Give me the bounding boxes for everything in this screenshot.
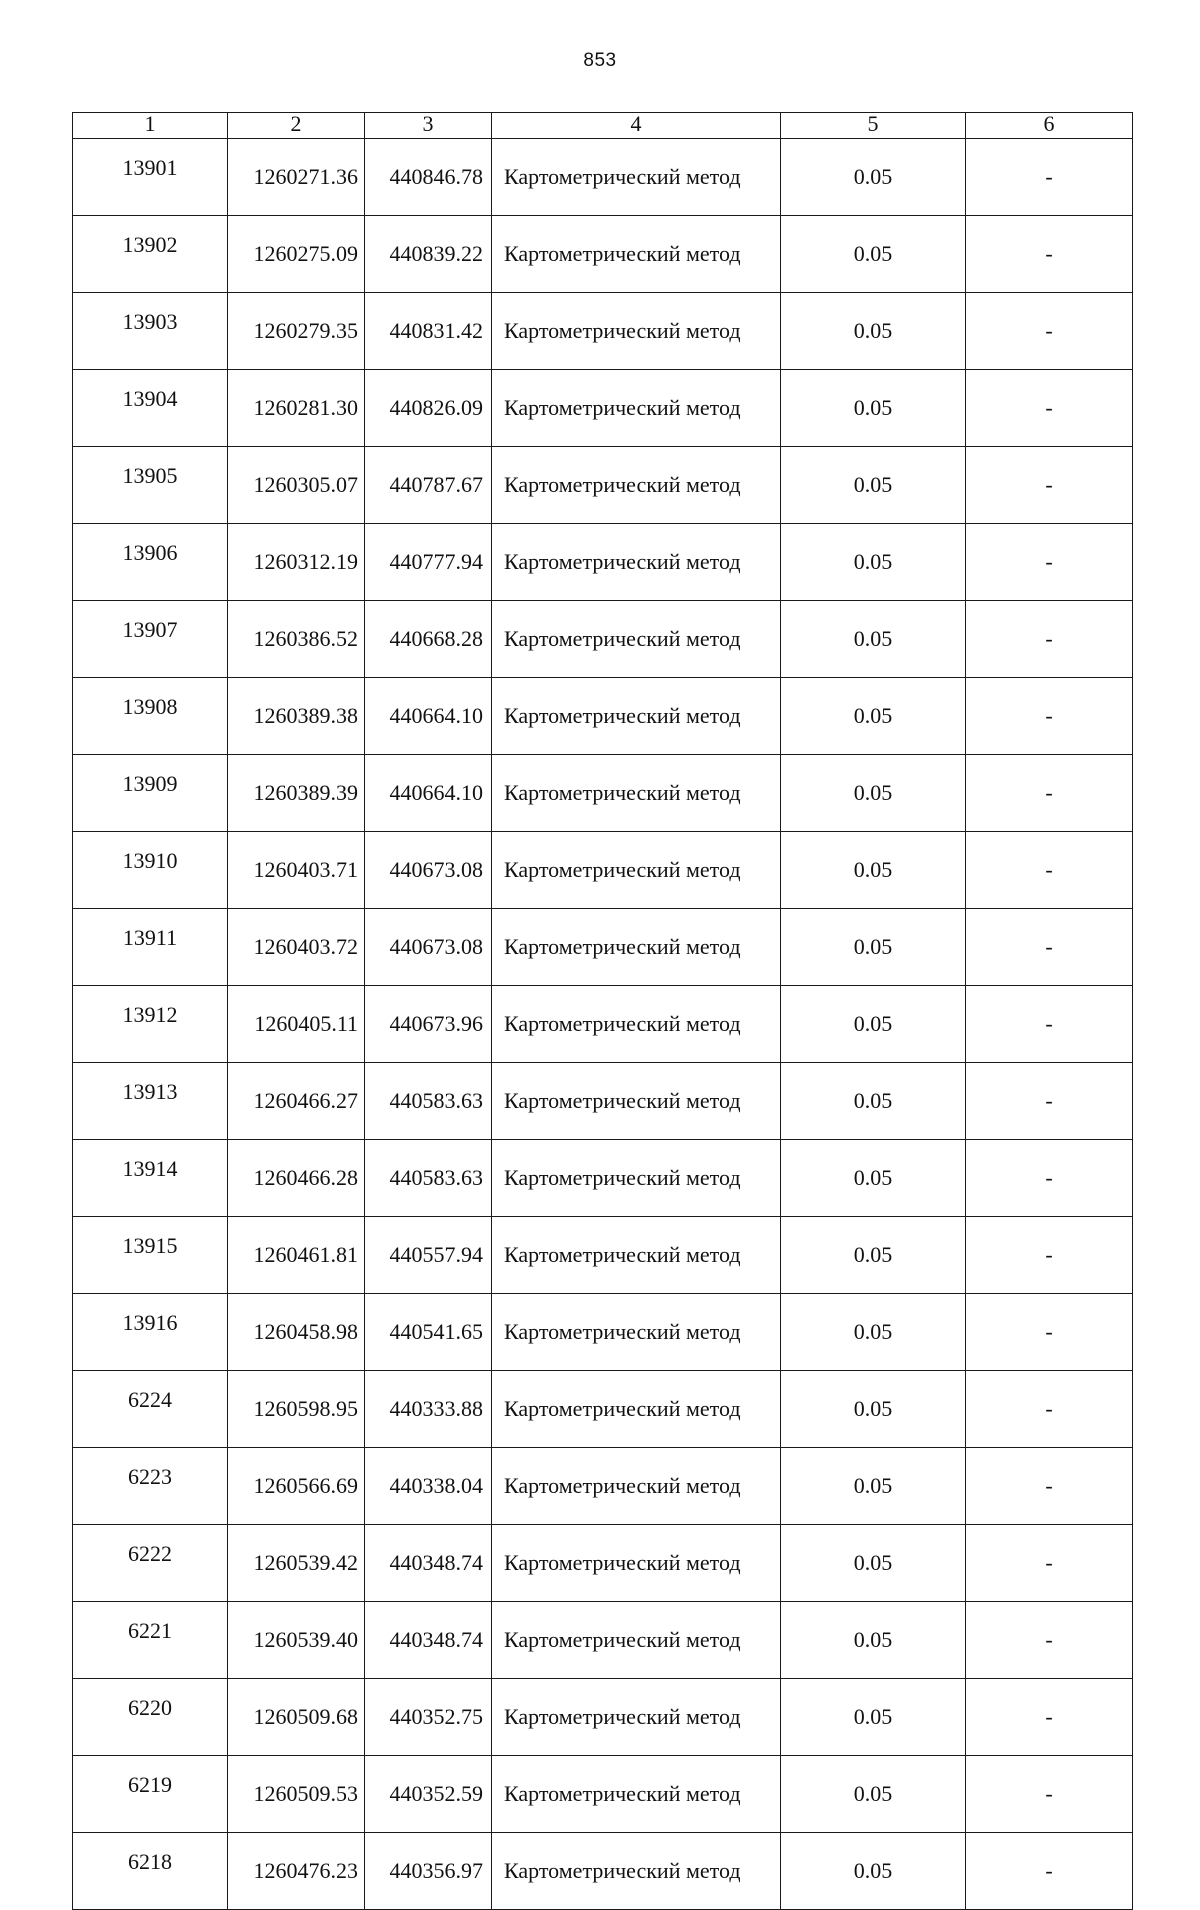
point-number-cell: 6221: [73, 1602, 228, 1679]
accuracy-cell: 0.05: [781, 1063, 966, 1140]
x-coordinate-cell: 1260271.36: [228, 139, 365, 216]
accuracy-cell: 0.05: [781, 1833, 966, 1910]
method-cell: Картометрический метод: [492, 1833, 781, 1910]
coordinates-table: [72, 112, 1133, 1910]
note-cell: -: [966, 601, 1133, 678]
x-coordinate-cell: 1260539.42: [228, 1525, 365, 1602]
point-number-cell: 13912: [73, 986, 228, 1063]
y-coordinate-cell: 440352.59: [365, 1756, 492, 1833]
note-cell: -: [966, 1371, 1133, 1448]
table-row: [73, 1217, 1133, 1294]
y-coordinate-cell: 440338.04: [365, 1448, 492, 1525]
table-row: [73, 1833, 1133, 1910]
point-number-cell: 13908: [73, 678, 228, 755]
x-coordinate-cell: 1260461.81: [228, 1217, 365, 1294]
point-number-cell: 13913: [73, 1063, 228, 1140]
x-coordinate-cell: 1260598.95: [228, 1371, 365, 1448]
point-number-cell: 13903: [73, 293, 228, 370]
header-cell-6: 6: [966, 113, 1133, 139]
note-cell: -: [966, 139, 1133, 216]
y-coordinate-cell: 440664.10: [365, 678, 492, 755]
point-number-cell: 6219: [73, 1756, 228, 1833]
note-cell: -: [966, 1833, 1133, 1910]
x-coordinate-cell: 1260476.23: [228, 1833, 365, 1910]
note-cell: -: [966, 1602, 1133, 1679]
method-cell: Картометрический метод: [492, 1063, 781, 1140]
accuracy-cell: 0.05: [781, 447, 966, 524]
point-number-cell: 6220: [73, 1679, 228, 1756]
y-coordinate-cell: 440787.67: [365, 447, 492, 524]
x-coordinate-cell: 1260405.11: [228, 986, 365, 1063]
x-coordinate-cell: 1260403.71: [228, 832, 365, 909]
point-number-cell: 13915: [73, 1217, 228, 1294]
accuracy-cell: 0.05: [781, 986, 966, 1063]
table-row: [73, 447, 1133, 524]
table-row: [73, 1602, 1133, 1679]
x-coordinate-cell: 1260386.52: [228, 601, 365, 678]
table-body: [73, 113, 1133, 1910]
method-cell: Картометрический метод: [492, 832, 781, 909]
y-coordinate-cell: 440348.74: [365, 1602, 492, 1679]
note-cell: -: [966, 1063, 1133, 1140]
method-cell: Картометрический метод: [492, 1217, 781, 1294]
method-cell: Картометрический метод: [492, 524, 781, 601]
y-coordinate-cell: 440777.94: [365, 524, 492, 601]
x-coordinate-cell: 1260458.98: [228, 1294, 365, 1371]
point-number-cell: 13911: [73, 909, 228, 986]
note-cell: -: [966, 755, 1133, 832]
accuracy-cell: 0.05: [781, 1448, 966, 1525]
point-number-cell: 6224: [73, 1371, 228, 1448]
header-cell-3: 3: [365, 113, 492, 139]
y-coordinate-cell: 440668.28: [365, 601, 492, 678]
note-cell: -: [966, 1448, 1133, 1525]
y-coordinate-cell: 440348.74: [365, 1525, 492, 1602]
x-coordinate-cell: 1260509.68: [228, 1679, 365, 1756]
x-coordinate-cell: 1260279.35: [228, 293, 365, 370]
x-coordinate-cell: 1260281.30: [228, 370, 365, 447]
y-coordinate-cell: 440673.96: [365, 986, 492, 1063]
x-coordinate-cell: 1260403.72: [228, 909, 365, 986]
note-cell: -: [966, 909, 1133, 986]
note-cell: -: [966, 986, 1133, 1063]
method-cell: Картометрический метод: [492, 1371, 781, 1448]
point-number-cell: 13909: [73, 755, 228, 832]
x-coordinate-cell: 1260466.27: [228, 1063, 365, 1140]
accuracy-cell: 0.05: [781, 832, 966, 909]
method-cell: Картометрический метод: [492, 601, 781, 678]
y-coordinate-cell: 440673.08: [365, 832, 492, 909]
method-cell: Картометрический метод: [492, 678, 781, 755]
accuracy-cell: 0.05: [781, 1294, 966, 1371]
table-row: [73, 216, 1133, 293]
accuracy-cell: 0.05: [781, 293, 966, 370]
table-row: [73, 139, 1133, 216]
note-cell: -: [966, 1294, 1133, 1371]
table-row: [73, 1371, 1133, 1448]
table-row: [73, 1525, 1133, 1602]
point-number-cell: 6218: [73, 1833, 228, 1910]
table-row: [73, 601, 1133, 678]
point-number-cell: 13914: [73, 1140, 228, 1217]
note-cell: -: [966, 1756, 1133, 1833]
method-cell: Картометрический метод: [492, 293, 781, 370]
x-coordinate-cell: 1260566.69: [228, 1448, 365, 1525]
method-cell: Картометрический метод: [492, 216, 781, 293]
table-header-row: [73, 113, 1133, 139]
x-coordinate-cell: 1260389.39: [228, 755, 365, 832]
method-cell: Картометрический метод: [492, 909, 781, 986]
note-cell: -: [966, 293, 1133, 370]
x-coordinate-cell: 1260466.28: [228, 1140, 365, 1217]
accuracy-cell: 0.05: [781, 1679, 966, 1756]
point-number-cell: 13902: [73, 216, 228, 293]
accuracy-cell: 0.05: [781, 1756, 966, 1833]
point-number-cell: 13905: [73, 447, 228, 524]
table-row: [73, 1294, 1133, 1371]
x-coordinate-cell: 1260312.19: [228, 524, 365, 601]
table-row: [73, 755, 1133, 832]
x-coordinate-cell: 1260305.07: [228, 447, 365, 524]
method-cell: Картометрический метод: [492, 1140, 781, 1217]
point-number-cell: 6222: [73, 1525, 228, 1602]
header-cell-4: 4: [492, 113, 781, 139]
method-cell: Картометрический метод: [492, 1525, 781, 1602]
note-cell: -: [966, 678, 1133, 755]
y-coordinate-cell: 440673.08: [365, 909, 492, 986]
y-coordinate-cell: 440839.22: [365, 216, 492, 293]
y-coordinate-cell: 440557.94: [365, 1217, 492, 1294]
x-coordinate-cell: 1260275.09: [228, 216, 365, 293]
accuracy-cell: 0.05: [781, 678, 966, 755]
note-cell: -: [966, 1217, 1133, 1294]
note-cell: -: [966, 216, 1133, 293]
table-row: [73, 1063, 1133, 1140]
accuracy-cell: 0.05: [781, 370, 966, 447]
method-cell: Картометрический метод: [492, 986, 781, 1063]
method-cell: Картометрический метод: [492, 1602, 781, 1679]
table-row: [73, 370, 1133, 447]
method-cell: Картометрический метод: [492, 755, 781, 832]
accuracy-cell: 0.05: [781, 1602, 966, 1679]
y-coordinate-cell: 440826.09: [365, 370, 492, 447]
y-coordinate-cell: 440846.78: [365, 139, 492, 216]
x-coordinate-cell: 1260509.53: [228, 1756, 365, 1833]
point-number-cell: 13907: [73, 601, 228, 678]
accuracy-cell: 0.05: [781, 1525, 966, 1602]
y-coordinate-cell: 440356.97: [365, 1833, 492, 1910]
note-cell: -: [966, 1140, 1133, 1217]
table-row: [73, 678, 1133, 755]
note-cell: -: [966, 524, 1133, 601]
table-row: [73, 293, 1133, 370]
accuracy-cell: 0.05: [781, 1217, 966, 1294]
x-coordinate-cell: 1260389.38: [228, 678, 365, 755]
note-cell: -: [966, 370, 1133, 447]
header-cell-5: 5: [781, 113, 966, 139]
accuracy-cell: 0.05: [781, 524, 966, 601]
note-cell: -: [966, 1525, 1133, 1602]
method-cell: Картометрический метод: [492, 1294, 781, 1371]
table-row: [73, 832, 1133, 909]
x-coordinate-cell: 1260539.40: [228, 1602, 365, 1679]
note-cell: -: [966, 1679, 1133, 1756]
y-coordinate-cell: 440352.75: [365, 1679, 492, 1756]
accuracy-cell: 0.05: [781, 909, 966, 986]
accuracy-cell: 0.05: [781, 755, 966, 832]
header-cell-1: 1: [73, 113, 228, 139]
point-number-cell: 6223: [73, 1448, 228, 1525]
y-coordinate-cell: 440583.63: [365, 1063, 492, 1140]
method-cell: Картометрический метод: [492, 1448, 781, 1525]
point-number-cell: 13916: [73, 1294, 228, 1371]
table-row: [73, 1448, 1133, 1525]
y-coordinate-cell: 440333.88: [365, 1371, 492, 1448]
table-row: [73, 909, 1133, 986]
point-number-cell: 13910: [73, 832, 228, 909]
accuracy-cell: 0.05: [781, 139, 966, 216]
note-cell: -: [966, 832, 1133, 909]
header-cell-2: 2: [228, 113, 365, 139]
page-number: 853: [583, 50, 617, 71]
table-row: [73, 1140, 1133, 1217]
table-row: [73, 1756, 1133, 1833]
point-number-cell: 13901: [73, 139, 228, 216]
table-row: [73, 1679, 1133, 1756]
table-row: [73, 524, 1133, 601]
method-cell: Картометрический метод: [492, 139, 781, 216]
note-cell: -: [966, 447, 1133, 524]
accuracy-cell: 0.05: [781, 1371, 966, 1448]
point-number-cell: 13904: [73, 370, 228, 447]
accuracy-cell: 0.05: [781, 601, 966, 678]
accuracy-cell: 0.05: [781, 1140, 966, 1217]
method-cell: Картометрический метод: [492, 1756, 781, 1833]
method-cell: Картометрический метод: [492, 447, 781, 524]
point-number-cell: 13906: [73, 524, 228, 601]
y-coordinate-cell: 440541.65: [365, 1294, 492, 1371]
accuracy-cell: 0.05: [781, 216, 966, 293]
y-coordinate-cell: 440583.63: [365, 1140, 492, 1217]
method-cell: Картометрический метод: [492, 1679, 781, 1756]
y-coordinate-cell: 440664.10: [365, 755, 492, 832]
y-coordinate-cell: 440831.42: [365, 293, 492, 370]
table-row: [73, 986, 1133, 1063]
method-cell: Картометрический метод: [492, 370, 781, 447]
